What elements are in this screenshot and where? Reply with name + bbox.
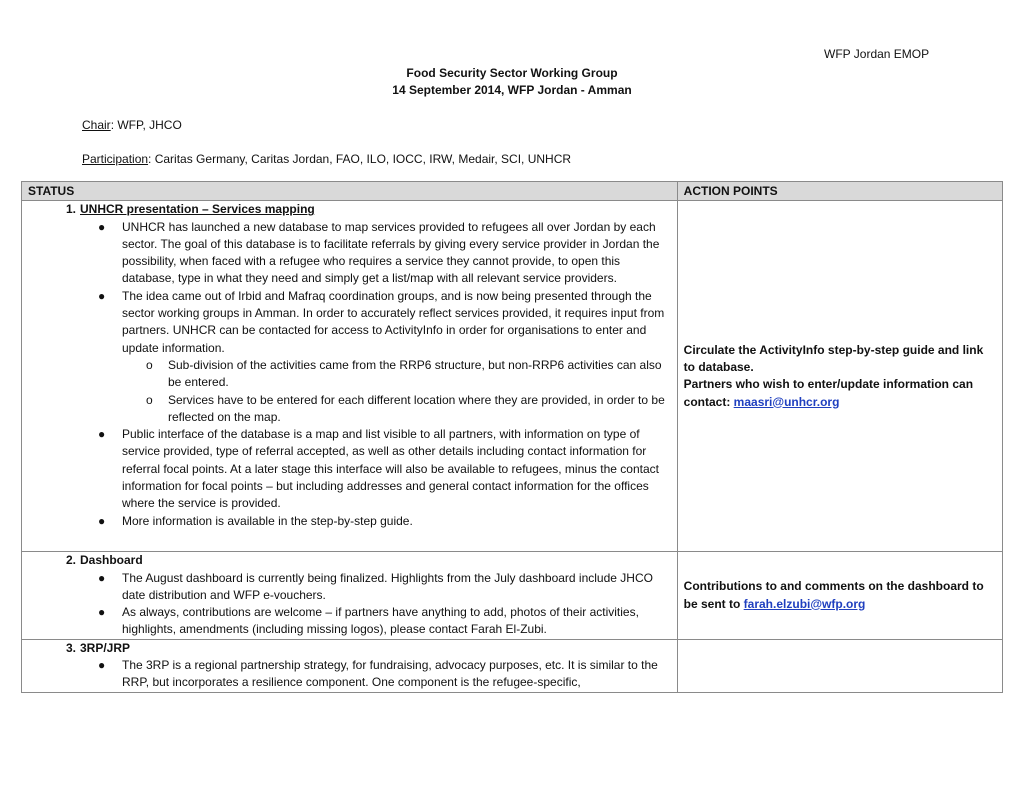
email-link[interactable]: farah.elzubi@wfp.org [743, 596, 866, 611]
section-number: 3. [65, 640, 76, 655]
status-cell [22, 201, 678, 552]
section-heading [22, 640, 677, 657]
circle-bullet-icon: o [146, 357, 153, 372]
participation-label: Participation [82, 152, 149, 166]
action-points-column-header: ACTION POINTS [677, 182, 1002, 201]
action-cell [677, 201, 1002, 552]
bullet-text: Public interface of the database is a map and list visible to all partners, with information on type of service provided, type of referral accepted, as well as other details including contact information for referral focal points. At a later stage this interface will also be available to refugees, minus the contact information for focal points – but including addresses and general contact information for the offices where the service is provided. [122, 427, 659, 511]
bullet-text: The 3RP is a regional partnership strategy, for fundraising, advocacy purposes, etc. It is similar to the RRP, but incorporates a resilience component. One component is the refugee-specific, [122, 658, 658, 690]
status-cell [22, 552, 678, 639]
status-column-header: STATUS [22, 182, 678, 201]
table-row [22, 639, 1003, 692]
document-subtitle: 14 September 2014, WFP Jordan - Amman [392, 83, 632, 97]
bullet-icon: ● [98, 427, 106, 442]
bullet-text: UNHCR has launched a new database to map services provided to refugees all over Jordan by each sector. The goal of this database is to facilitate referrals by giving every service provider in Jordan the possibility, when faced with a refugee who requires a service they cannot provide, to open this database, type in what they need and simply get a list/map with all relevant service providers. [122, 219, 660, 286]
section-number: 2. [65, 553, 76, 568]
bullet-text: The August dashboard is currently being finalized. Highlights from the July dashboard include JHCO date distribution and WFP e-vouchers. [122, 570, 653, 602]
bullet-icon: ● [98, 658, 106, 673]
section-title: 3RP/JRP [80, 640, 131, 655]
action-point [678, 578, 1002, 613]
minutes-table [21, 181, 1003, 693]
participation-value: : Caritas Germany, Caritas Jordan, FAO, ILO, IOCC, IRW, Medair, SCI, UNHCR [148, 152, 572, 166]
chair-label: Chair [82, 118, 111, 132]
table-row [22, 552, 1003, 639]
section-heading [22, 201, 677, 218]
action-cell [677, 639, 1002, 692]
bullet-icon: ● [98, 570, 106, 585]
sub-bullet-text: Sub-division of the activities came from the RRP6 structure, but non-RRP6 activities can also be entered. [168, 357, 662, 390]
section-number: 1. [65, 202, 76, 217]
list-item [22, 604, 677, 639]
bullet-icon: ● [98, 605, 106, 620]
bullet-icon: ● [98, 288, 106, 303]
status-cell [22, 639, 678, 692]
action-point [678, 376, 1002, 411]
table-row [22, 201, 1003, 552]
sub-list-item [22, 392, 677, 427]
bullet-text: The idea came out of Irbid and Mafraq coordination groups, and is now being presented through the sector working groups in Amman. In order to accurately reflect services provided, it requires input from partners. UNHCR can be contacted for access to ActivityInfo in order for organisations to enter and update information. [122, 288, 665, 355]
section-heading [22, 552, 677, 569]
chair-line [82, 118, 182, 132]
action-text: Contributions to and comments on the dashboard to be sent to [683, 579, 984, 611]
table-header-row [22, 182, 1003, 201]
document-org-label: WFP Jordan EMOP [824, 47, 930, 61]
circle-bullet-icon: o [146, 392, 153, 407]
bullet-icon: ● [98, 513, 106, 528]
sub-bullet-text: Services have to be entered for each different location where they are provided, in order to be reflected on the map. [168, 392, 665, 424]
document-title: Food Security Sector Working Group [406, 66, 618, 80]
action-cell [677, 552, 1002, 639]
list-item [22, 426, 677, 512]
list-item [22, 657, 677, 692]
list-item [22, 513, 677, 530]
bullet-icon: ● [98, 219, 106, 234]
section-title: UNHCR presentation – Services mapping [80, 202, 315, 217]
sub-list-item [22, 357, 677, 392]
list-item [22, 219, 677, 288]
participation-line [82, 152, 571, 166]
list-item [22, 288, 677, 357]
chair-value: : WFP, JHCO [110, 118, 182, 132]
list-item [22, 570, 677, 605]
action-point: Circulate the ActivityInfo step-by-step guide and link to database. [683, 342, 984, 374]
bullet-text: As always, contributions are welcome – if partners have anything to add, photos of their activities, highlights, amendments (including missing logos), please contact Farah El-Zubi. [122, 605, 639, 637]
section-title: Dashboard [80, 553, 143, 568]
email-link[interactable]: maasri@unhcr.org [733, 394, 840, 409]
action-text: Partners who wish to enter/update information can contact: [683, 377, 974, 409]
bullet-text: More information is available in the step-by-step guide. [122, 513, 413, 528]
